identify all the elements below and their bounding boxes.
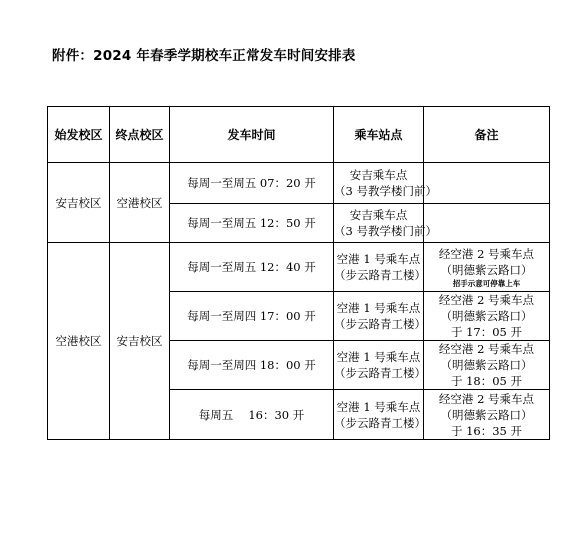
stop-location: （步云路青工楼）: [334, 366, 426, 380]
origin-campus: 安吉校区: [48, 163, 110, 243]
departure-time: 每周一至周五 12：40 开: [170, 243, 334, 292]
remark-location: （明德紫云路口）: [440, 262, 533, 277]
boarding-stop: [334, 390, 424, 440]
remark-departure: 于 17：05 开: [450, 325, 523, 339]
remark-cell: [424, 204, 550, 243]
remark-note: 招手示意可停靠上车: [452, 278, 521, 288]
stop-location: （3 号教学楼门前）: [334, 184, 437, 198]
header-destination: 终点校区: [110, 107, 170, 163]
document-title: 附件：2024 年春季学期校车正常发车时间安排表: [52, 48, 356, 64]
departure-time: 每周一至周四 17：00 开: [170, 292, 334, 341]
departure-time: 每周一至周四 18：00 开: [170, 341, 334, 390]
remark-via: 经空港 2 号乘车点: [438, 293, 535, 307]
destination-campus: 安吉校区: [110, 243, 170, 440]
destination-campus: 空港校区: [110, 163, 170, 243]
header-time: 发车时间: [170, 107, 334, 163]
stop-name: 空港 1 号乘车点: [336, 301, 421, 315]
remark-departure: 于 16：35 开: [450, 423, 523, 438]
remark-cell: [424, 390, 550, 440]
remark-departure: 于 18：05 开: [450, 374, 523, 388]
remark-location: （明德紫云路口）: [440, 358, 533, 372]
origin-campus: 空港校区: [48, 243, 110, 440]
header-remark: 备注: [424, 107, 550, 163]
boarding-stop: [334, 204, 437, 243]
stop-name: 空港 1 号乘车点: [336, 350, 421, 364]
remark-location: （明德紫云路口）: [440, 407, 533, 422]
departure-time: 每周五 16：30 开: [170, 390, 334, 440]
table-header-row: [48, 107, 550, 163]
remark-location: （明德紫云路口）: [440, 309, 533, 323]
header-origin: 始发校区: [48, 107, 110, 163]
remark-via: 经空港 2 号乘车点: [438, 342, 535, 356]
stop-location: （3 号教学楼门前）: [334, 224, 437, 238]
boarding-stop: [334, 243, 424, 292]
bus-schedule-table: [47, 106, 550, 440]
header-stop: 乘车站点: [334, 107, 424, 163]
boarding-stop: [334, 292, 424, 341]
remark-cell: [424, 292, 550, 341]
stop-name: 空港 1 号乘车点: [336, 252, 421, 266]
remark-cell: [424, 163, 550, 204]
remark-cell: [424, 243, 550, 292]
remark-via: 经空港 2 号乘车点: [438, 246, 535, 261]
remark-via: 经空港 2 号乘车点: [438, 391, 535, 406]
table-row: [48, 163, 550, 204]
boarding-stop: [334, 163, 437, 204]
remark-cell: [424, 341, 550, 390]
boarding-stop: [334, 341, 424, 390]
stop-location: （步云路青工楼）: [334, 415, 426, 430]
stop-location: （步云路青工楼）: [334, 317, 426, 331]
stop-name: 安吉乘车点: [349, 208, 408, 222]
departure-time: 每周一至周五 07：20 开: [170, 163, 334, 204]
stop-location: （步云路青工楼）: [334, 268, 426, 282]
table-row: [48, 243, 550, 292]
stop-name: 安吉乘车点: [349, 168, 408, 182]
stop-name: 空港 1 号乘车点: [336, 399, 421, 414]
departure-time: 每周一至周五 12：50 开: [170, 204, 334, 243]
